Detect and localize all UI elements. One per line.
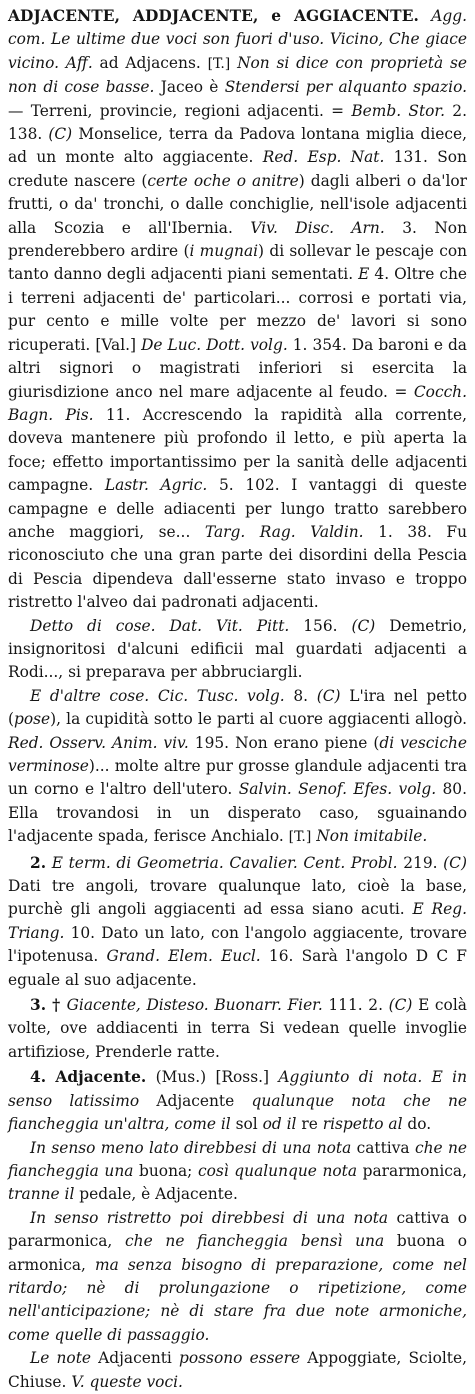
headword: ADJACENTE, ADDJACENTE, e AGGIACENTE.: [8, 7, 420, 25]
tag-tommaseo: [T.]: [207, 55, 231, 72]
citation: Red. Osserv. Anim. viv.: [8, 733, 189, 752]
citation-number: 1. 354.: [292, 335, 347, 354]
sense-2-geometria: [8, 852, 467, 992]
music-text: che ne fiancheggia una: [8, 1138, 467, 1180]
citation: Salvin. Senof. Efes. volg.: [238, 780, 437, 799]
citation: Lastr. Agric.: [104, 476, 208, 495]
example-e: E: [412, 900, 424, 919]
music-term: do.: [407, 1115, 432, 1134]
music-term: pedale, è Adjacente.: [79, 1185, 238, 1204]
crusca-tag: (C): [351, 616, 376, 635]
citation-number: 8.: [293, 686, 309, 705]
music-para-3: [8, 1207, 467, 1347]
citation-number: 3.: [402, 218, 417, 237]
citation-number: 195.: [194, 733, 230, 752]
music-text: E in senso latissimo: [8, 1068, 467, 1110]
citation: Cavalier. Cent. Probl.: [229, 853, 398, 872]
citation: Targ. Rag. Valdin.: [204, 522, 364, 541]
citation: Grand. Elem. Eucl.: [106, 947, 261, 966]
example-text: Ella trovandosi in un disperato caso, sguainando l'adjacente spada, ferisce Anchialo.: [8, 803, 467, 846]
val-tag: [Val.]: [95, 335, 137, 354]
etymology: ad Adjacens.: [99, 53, 201, 72]
music-text: il: [286, 1115, 297, 1134]
form-note: Le ultime due voci son fuori d'uso.: [51, 30, 325, 49]
citation-number: 5. 102.: [219, 476, 280, 495]
music-text: tranne il: [8, 1185, 75, 1204]
citation: = Bemb. Stor.: [331, 101, 445, 120]
citation: Viv. Disc. Arn.: [250, 218, 385, 237]
music-term: buona o armonica,: [8, 1232, 467, 1274]
citation-number: 111. 2.: [328, 996, 383, 1015]
example-text: Sarà l'angolo D C F eguale al suo adjacente.: [8, 947, 467, 989]
music-text: Le note: [30, 1349, 91, 1368]
example-text: 4. Oltre che i terreni adjacenti de' particolari... corrosi e portati via, pur cento e mille volte per mezzo de' lavori si sono ricuperati.: [8, 265, 467, 354]
example-text: Son credute nascere (: [8, 148, 467, 190]
gloss: i mugnai: [189, 242, 259, 261]
example-text: I vantaggi di queste campagne e delle adiacenti per lungo tratto sarebbero anche maggiori, se...: [8, 476, 467, 541]
example-text: Accrescendo la rapidità alla corrente, doveva mantenere più profondo il letto, e più aperta la foce; effetto importantissimo per la sanità delle adjacenti campagne.: [8, 405, 467, 495]
sense-label: Detto di cose.: [30, 616, 156, 635]
example-text: Non prenderebbero ardire (: [8, 218, 467, 261]
music-text: In senso ristretto poi direbbesi di una nota: [30, 1208, 389, 1227]
music-term: sol: [235, 1115, 258, 1134]
citation: Buonarr. Fier.: [214, 996, 323, 1015]
citation-number: 11.: [105, 405, 131, 424]
music-term: Appoggiate, Sciolte, Chiuse.: [8, 1349, 467, 1391]
example-text: Monselice, terra da Padova lontana miglia diece, ad un monte alto aggiacente.: [8, 125, 467, 167]
example-e: E: [358, 265, 370, 284]
music-term: pararmonica,: [362, 1161, 467, 1180]
ross-tag: [Ross.]: [215, 1068, 270, 1087]
crusca-tag: (C): [48, 125, 73, 144]
citation: Red. Esp. Nat.: [262, 148, 385, 167]
sense-number: 2.: [30, 853, 47, 872]
example-text: Non erano piene (: [235, 733, 380, 752]
sense-number: 3. †: [30, 996, 61, 1015]
music-text: rispetto al: [322, 1115, 403, 1134]
music-para-2: [8, 1137, 467, 1207]
crusca-tag: (C): [388, 996, 413, 1015]
entry-main: [8, 5, 467, 615]
sense-altre-cose: [8, 685, 467, 850]
sense-number: 4.: [30, 1068, 47, 1087]
tag-tommaseo: [T.]: [288, 829, 312, 846]
jaceo-note: Jaceo è: [160, 78, 219, 97]
example-text: ), la cupidità sotto le parti al cuore aggiacenti allogò.: [50, 710, 467, 729]
crusca-tag: (C): [443, 853, 467, 872]
etym-abbr: Aff.: [65, 53, 93, 72]
citation-number: 16.: [268, 947, 294, 966]
sense-label: E d'altre cose.: [30, 686, 150, 705]
sense-label: Aggiunto di nota.: [278, 1068, 423, 1087]
music-text: qualunque nota che ne fiancheggia un'altra, come il: [8, 1091, 467, 1134]
citation: = Cocch. Bagn. Pis.: [8, 382, 467, 424]
sense-label: E term. di Geometria.: [51, 853, 224, 872]
music-text: che ne fiancheggia bensì una: [125, 1232, 385, 1251]
gloss: di vesciche verminose: [8, 733, 467, 775]
example-text: )... molte altre pur grosse glandule adjacenti tra un corno e l'altro dell'utero.: [8, 757, 467, 799]
music-text: ma senza bisogno di preparazione, come nel ritardo; nè di prolungazione o ripetizione, come nell'anticipazione; nè di stare fra due note armoniche, come quelle di passaggio.: [8, 1255, 467, 1344]
cross-reference: V. queste voci.: [71, 1372, 183, 1391]
music-text: od: [262, 1115, 282, 1134]
music-text: possono essere: [179, 1349, 301, 1368]
citation-number: 2. 138.: [8, 101, 467, 144]
citation: Cic. Tusc. volg.: [157, 686, 285, 705]
usage-note: Non si dice con proprietà se non di cose basse.: [8, 53, 467, 97]
citation: De Luc. Dott. volg.: [141, 335, 288, 354]
gloss: certe oche o anitre: [147, 171, 299, 190]
citation-number: 1. 38.: [378, 522, 432, 541]
citation-number: 80.: [442, 780, 467, 799]
music-term: cattiva: [356, 1138, 410, 1157]
music-term: Adjacente: [156, 1091, 235, 1110]
sense-detto-di-cose: [8, 615, 467, 685]
citation: Reg. Triang.: [8, 900, 467, 942]
domain-label: (Mus.): [155, 1068, 207, 1087]
definition: Vicino, Che giace vicino.: [8, 30, 467, 72]
example-text: E colà volte, ove addiacenti in terra Si vedean quelle invoglie artifiziose, Prenderle ratte.: [8, 996, 467, 1061]
example-text: Da baroni e da altri signori o magistrati inferiori si esercita la giurisdizione anco nel mare adjacente al feudo.: [8, 335, 467, 401]
music-text: così qualunque nota: [197, 1161, 358, 1180]
music-term: cattiva o pararmonica,: [8, 1208, 467, 1251]
example-text: ) di sollevar le pescaje con tanto danno degli adjacenti piani sementati.: [8, 242, 467, 284]
example-text: — Terreni, provincie, regioni adjacenti.: [8, 101, 324, 120]
citation-number: 156.: [303, 616, 338, 635]
sense-4-musica: [8, 1066, 467, 1136]
citation: Dat. Vit. Pitt.: [169, 616, 290, 635]
example-text: Demetrio, insignoritosi d'alcuni edificii mal guardati adjacenti a Rodi..., si preparava per abbruciargli.: [8, 616, 467, 682]
music-para-4: [8, 1347, 467, 1394]
music-text: In senso meno lato direbbesi di una nota: [30, 1138, 352, 1157]
example-text: Dato un lato, con l'angolo aggiacente, trovare l'ipotenusa.: [8, 923, 467, 966]
example-text: L'ira nel petto (: [8, 686, 468, 729]
sense-3-giacente: [8, 994, 467, 1064]
citation-number: 131.: [393, 148, 428, 167]
music-term: buona;: [139, 1161, 193, 1180]
citation-number: 219.: [403, 853, 438, 872]
example-text: Fu riconosciuto che una gran parte dei disordini della Pescia di Pescia dipendeva dall'esserne stato invaso e troppo ristretto l'alveo dai padronati adjacenti.: [8, 522, 467, 612]
usage-note: Non imitabile.: [316, 827, 428, 846]
music-term: Adjacenti: [98, 1349, 172, 1368]
sub-headword: Adjacente.: [55, 1068, 147, 1087]
gloss: pose: [14, 710, 51, 729]
citation-number: 10.: [70, 923, 96, 942]
example-text: Dati tre angoli, trovare qualunque lato, cioè la base, purchè gli angoli aggiacenti ad essa siano acuti.: [8, 877, 467, 919]
stendersi-note: Stendersi per alquanto spazio.: [224, 78, 467, 97]
crusca-tag: (C): [316, 686, 341, 705]
grammar-label: Agg. com.: [8, 7, 467, 49]
example-text: ) dagli alberi o da'lor frutti, o da' tronchi, o dalle conchiglie, nell'isole adjacenti alla Scozia e all'Ibernia.: [8, 171, 467, 237]
music-term: re: [301, 1115, 318, 1134]
sense-label: Giacente, Disteso.: [66, 996, 209, 1015]
